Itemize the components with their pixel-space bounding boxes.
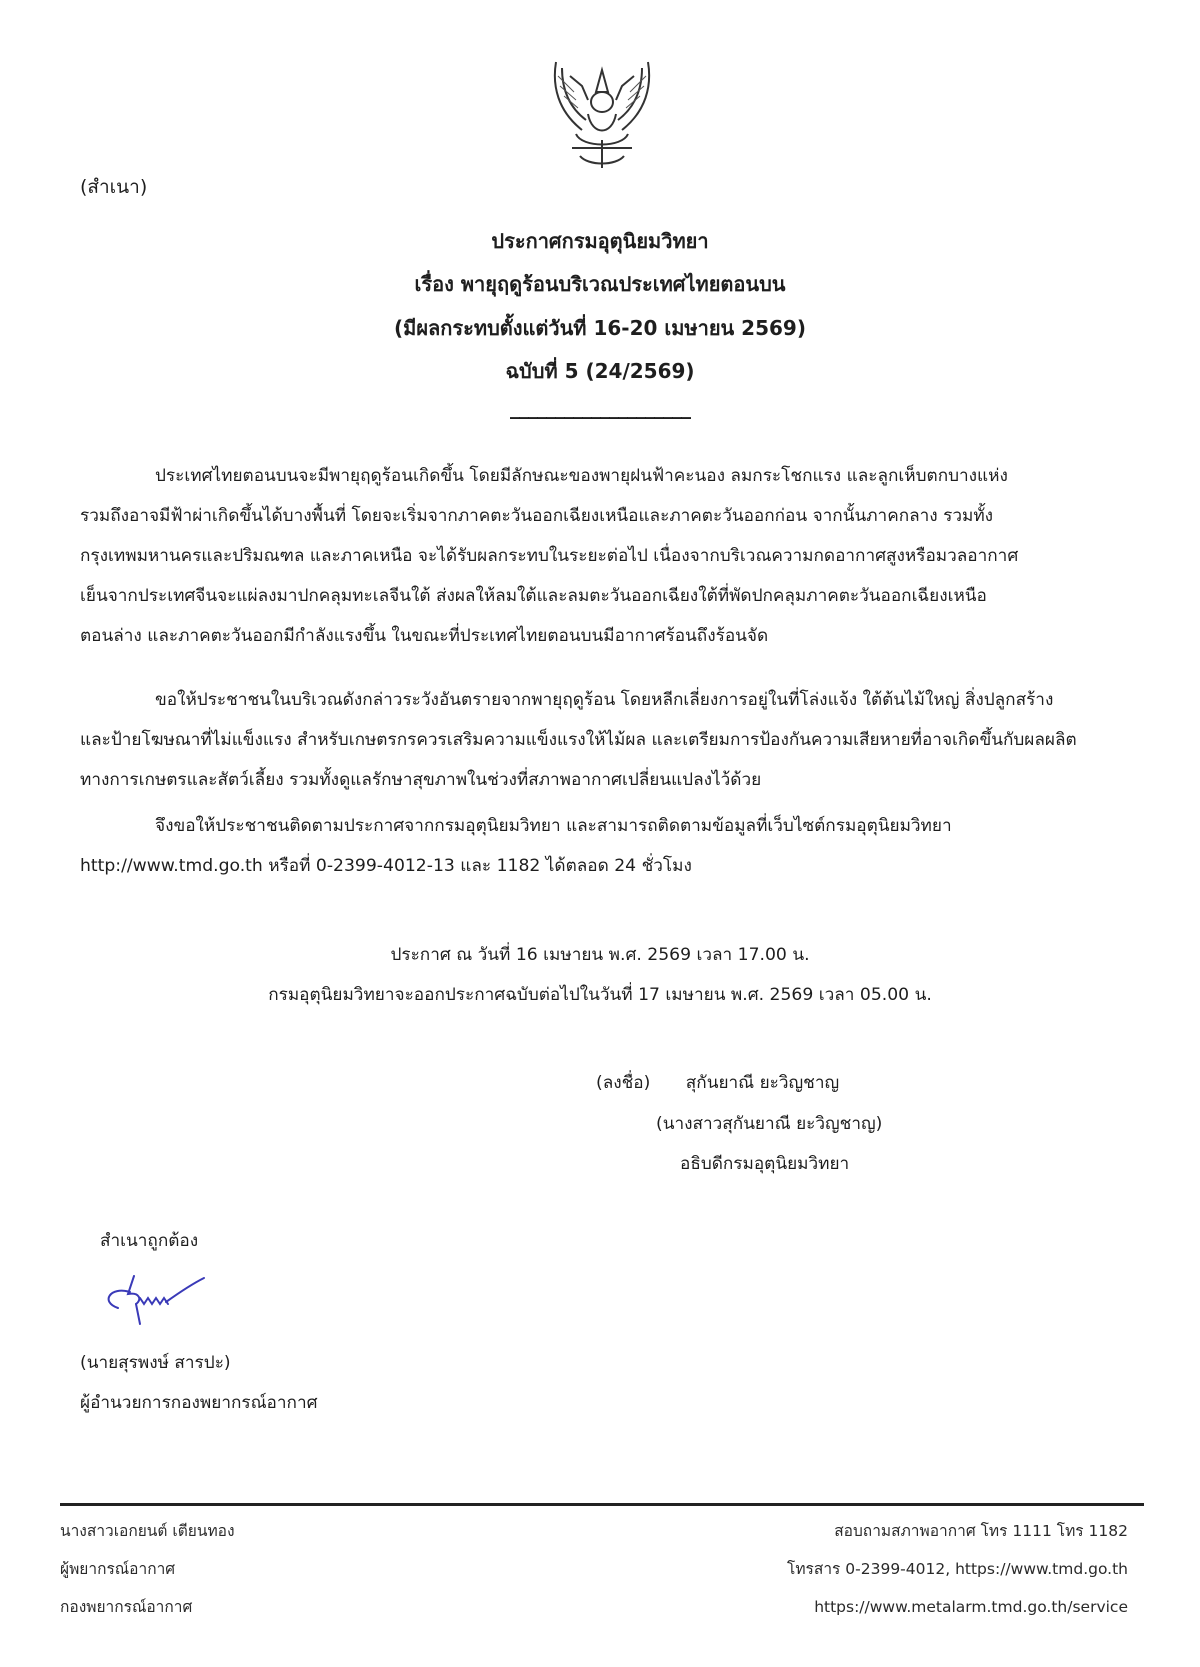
text-line: รวมถึงอาจมีฟ้าผ่าเกิดขึ้นได้บางพื้นที่ โดยจะเริ่มจากภาคตะวันออกเฉียงเหนือและภาคตะวันออกก่อน จากนั้นภาคกลาง รวมทั้ง (80, 506, 994, 526)
signed-name: สุกันยาณี ยะวิญชาญ (685, 1073, 840, 1093)
contact-line: http://www.tmd.go.th หรือที่ 0-2399-4012-13 และ 1182 ได้ตลอด 24 ชั่วโมง (80, 856, 692, 876)
issue-number: ฉบับที่ 5 (24/2569) (505, 359, 695, 383)
weather-hotline: สอบถามสภาพอากาศ โทร 1111 โทร 1182 (834, 1522, 1128, 1540)
title-separator: ____________________ (510, 395, 690, 419)
signer-position: อธิบดีกรมอุตุนิยมวิทยา (680, 1154, 850, 1174)
text-line: ประเทศไทยตอนบนจะมีพายุฤดูร้อนเกิดขึ้น โดยมีลักษณะของพายุฝนฟ้าคะนอง ลมกระโชกแรง และลูกเห็บตกบางแห่ง (155, 466, 1008, 486)
signed-label: (ลงชื่อ) (596, 1073, 651, 1093)
signature-line (596, 1064, 839, 1102)
certified-copy-label: สำเนาถูกต้อง (100, 1231, 199, 1251)
text-line: ทางการเกษตรและสัตว์เลี้ยง รวมทั้งดูแลรักษาสุขภาพในช่วงที่สภาพอากาศเปลี่ยนแปลงไว้ด้วย (80, 770, 762, 790)
page-title: ประกาศกรมอุตุนิยมวิทยา (491, 229, 709, 253)
signer-full-name: (นางสาวสุกันยาณี ยะวิญชาญ) (656, 1114, 883, 1134)
certifier-name: (นายสุรพงษ์ สารปะ) (80, 1353, 231, 1373)
subject-line: เรื่อง พายุฤดูร้อนบริเวณประเทศไทยตอนบน (414, 272, 786, 296)
forecaster-division: กองพยากรณ์อากาศ (60, 1598, 193, 1616)
garuda-emblem-icon (548, 56, 656, 174)
body-paragraph-1 (80, 456, 1120, 656)
text-line: กรุงเทพมหานครและปริมณฑล และภาคเหนือ จะได้รับผลกระทบในระยะต่อไป เนื่องจากบริเวณความกดอากาศสูงหรือมวลอากาศ (80, 546, 1019, 566)
metalarm-link[interactable]: https://www.metalarm.tmd.go.th/service (814, 1598, 1128, 1616)
next-issue-datetime: กรมอุตุนิยมวิทยาจะออกประกาศฉบับต่อไปในวันที่ 17 เมษายน พ.ศ. 2569 เวลา 05.00 น. (268, 985, 932, 1005)
body-paragraph-3 (80, 806, 1120, 886)
effect-period: (มีผลกระทบตั้งแต่วันที่ 16-20 เมษายน 2569) (394, 316, 806, 340)
certifier-position: ผู้อำนวยการกองพยากรณ์อากาศ (80, 1393, 318, 1413)
body-paragraph-2 (80, 680, 1120, 800)
issued-datetime: ประกาศ ณ วันที่ 16 เมษายน พ.ศ. 2569 เวลา 17.00 น. (390, 945, 810, 965)
text-line: เย็นจากประเทศจีนจะแผ่ลงมาปกคลุมทะเลจีนใต้ ส่งผลให้ลมใต้และลมตะวันออกเฉียงใต้ที่พัดปกคลุมภาคตะวันออกเฉียงเหนือ (80, 586, 987, 606)
text-line: ขอให้ประชาชนในบริเวณดังกล่าวระวังอันตรายจากพายุฤดูร้อน โดยหลีกเลี่ยงการอยู่ในที่โล่งแจ้ง ใต้ต้นไม้ใหญ่ สิ่งปลูกสร้าง (155, 690, 1054, 710)
text-line: ตอนล่าง และภาคตะวันออกมีกำลังแรงขึ้น ในขณะที่ประเทศไทยตอนบนมีอากาศร้อนถึงร้อนจัด (80, 626, 769, 646)
forecaster-role: ผู้พยากรณ์อากาศ (60, 1560, 176, 1578)
fax-website: โทรสาร 0-2399-4012, https://www.tmd.go.th (787, 1560, 1128, 1578)
text-line: และป้ายโฆษณาที่ไม่แข็งแรง สำหรับเกษตรกรควรเสริมความแข็งแรงให้ไม้ผล และเตรียมการป้องกันความเสียหายที่อาจเกิดขึ้นกับผลผลิต (80, 730, 1077, 750)
footer-divider (60, 1503, 1144, 1506)
text-line: จึงขอให้ประชาชนติดตามประกาศจากกรมอุตุนิยมวิทยา และสามารถติดตามข้อมูลที่เว็บไซต์กรมอุตุนิยมวิทยา (155, 816, 952, 836)
handwritten-signature-icon (100, 1272, 220, 1332)
copy-mark: (สำเนา) (80, 176, 148, 198)
forecaster-name: นางสาวเอกยนต์ เตียนทอง (60, 1522, 235, 1540)
